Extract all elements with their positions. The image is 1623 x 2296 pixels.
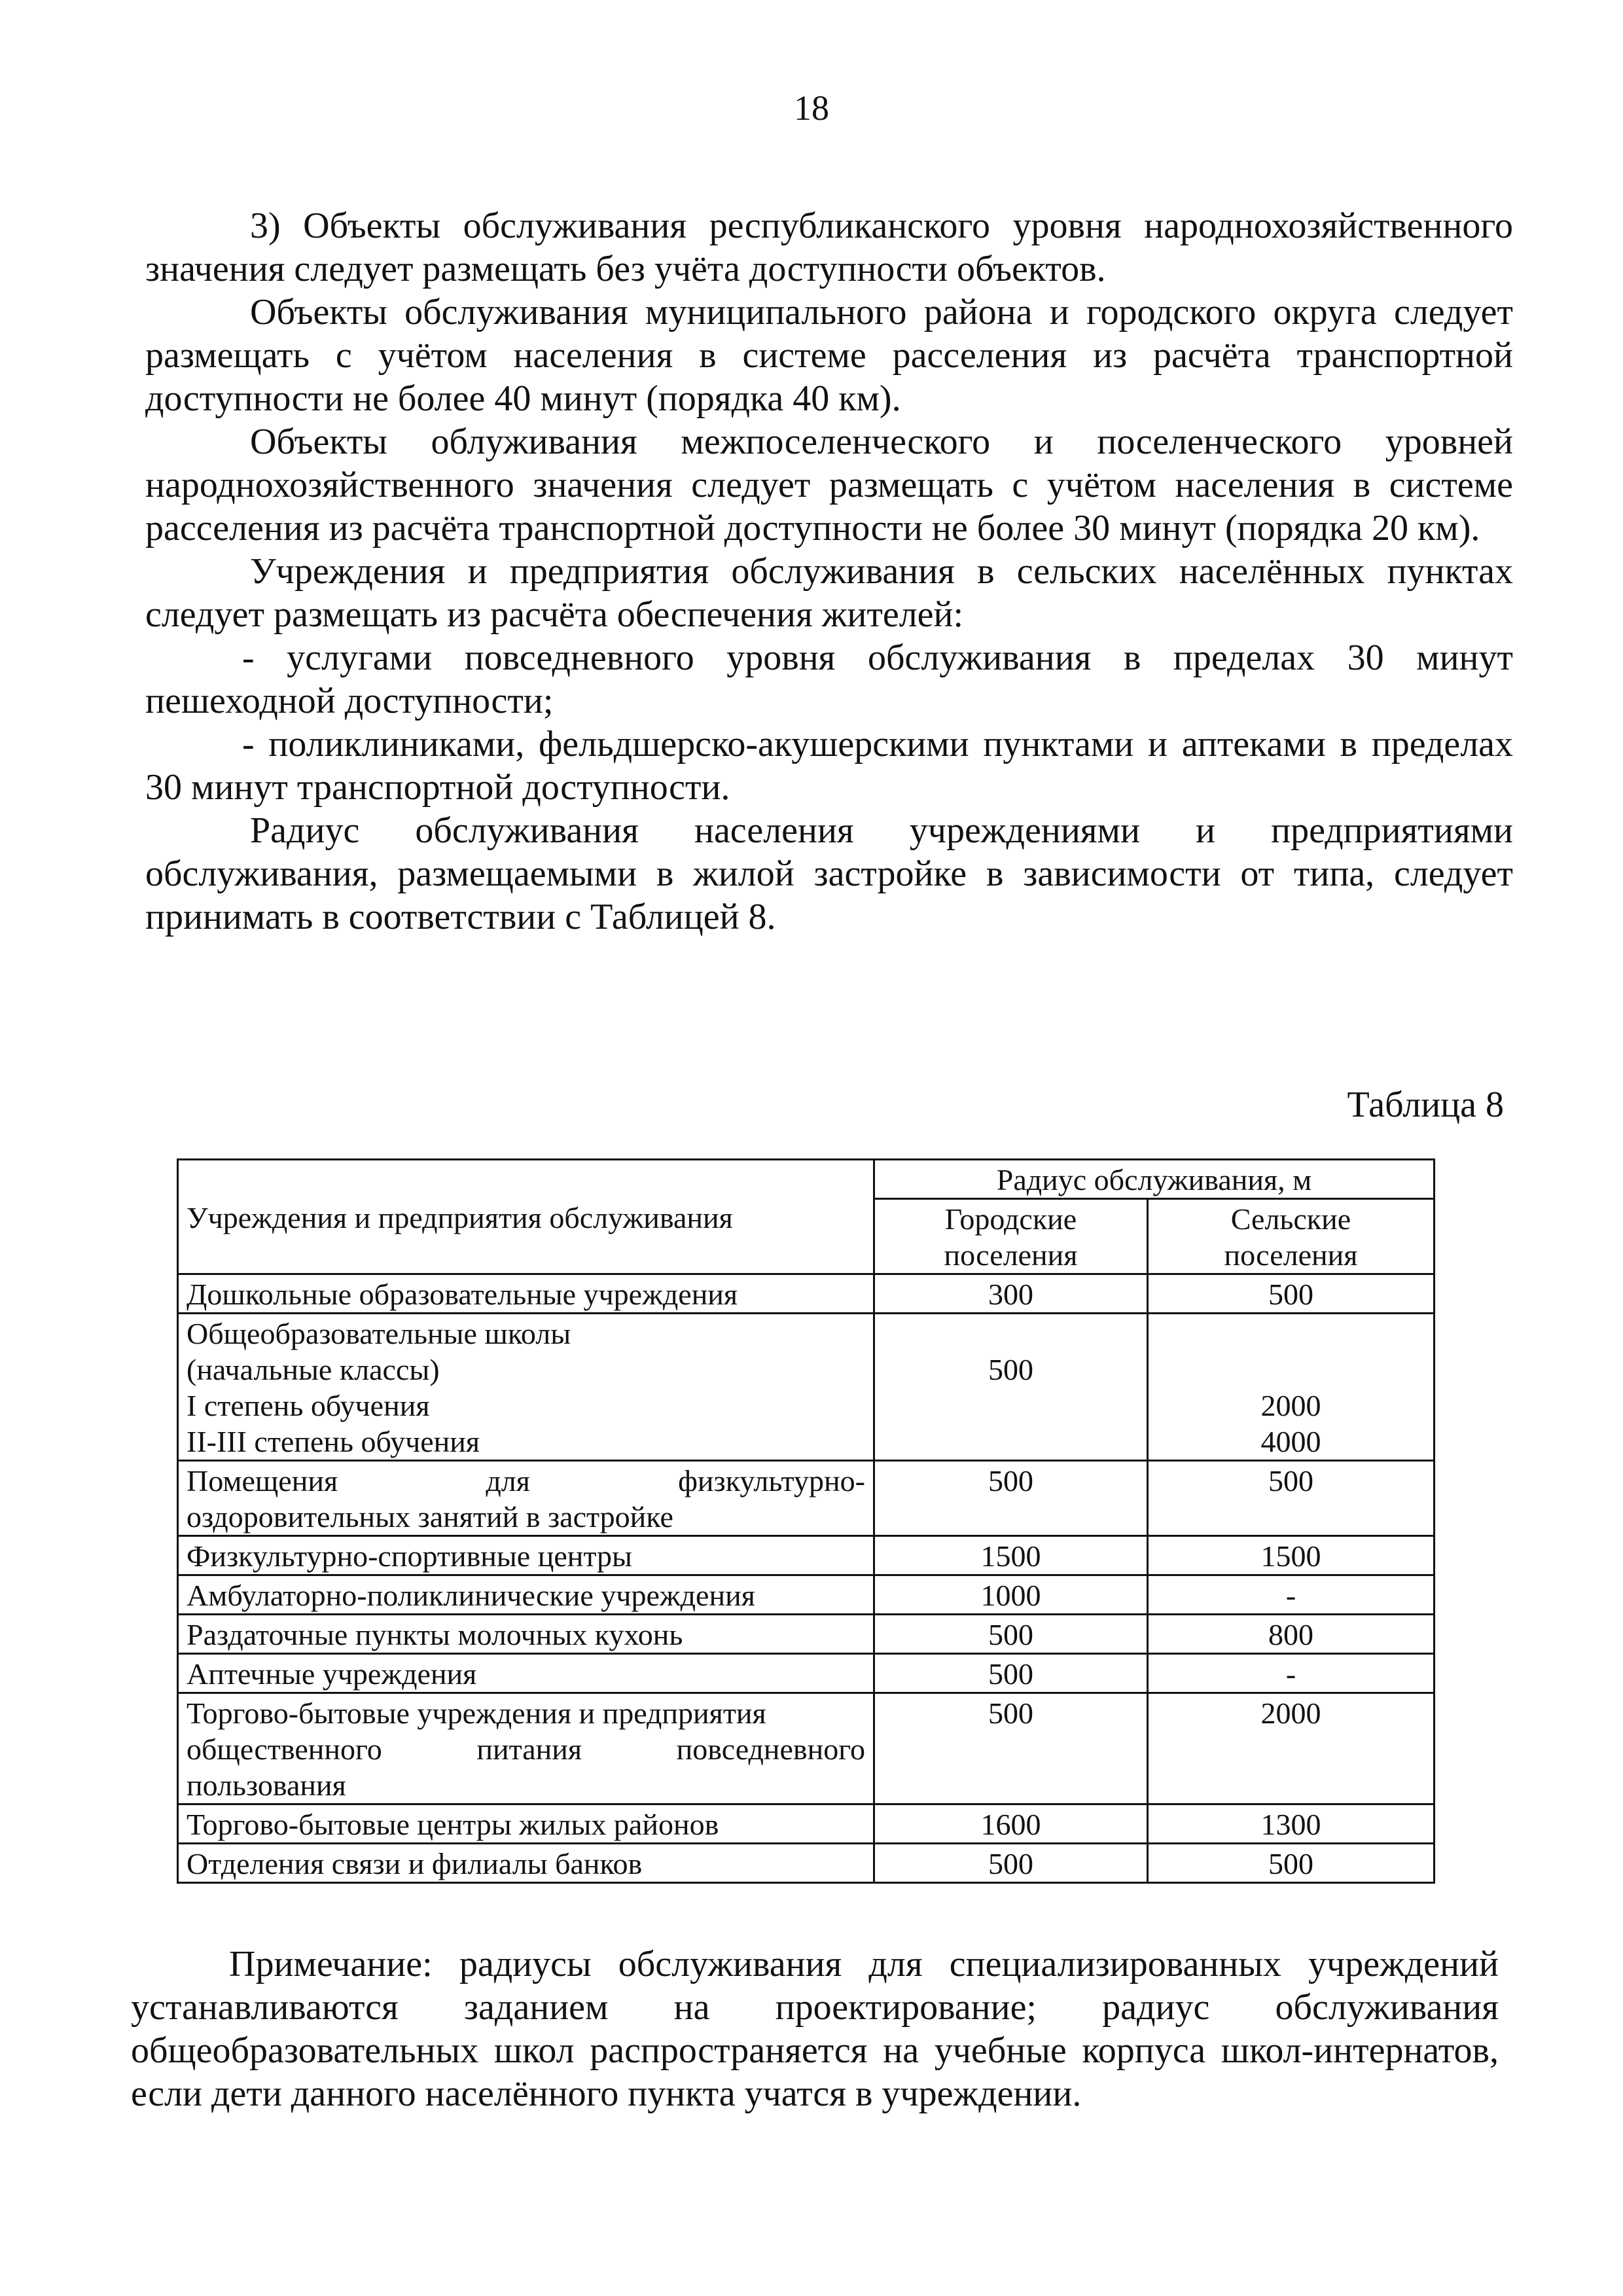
spacer-line [1156,1316,1425,1352]
row-rural-value: 1300 [1148,1804,1435,1844]
table-row [178,1693,1435,1804]
header-urban-line2: поселения [944,1238,1078,1272]
row-name [178,1693,874,1804]
row-rural-value: 1500 [1148,1536,1435,1575]
list-item-daily-services: - услугами повседневного уровня обслуживания в пределах 30 минут пешеходной доступности; [145,637,1513,721]
body-text [145,204,1513,939]
row-name-line: Общеобразовательные школы [187,1317,571,1350]
paragraph-intersettlement-objects: Объекты облуживания межпоселенческого и поселенческого уровней народнохозяйственного значения следует размещать с учётом населения в системе расселения из расчёта транспортной доступности не более 30 минут (порядка 20 км). [145,422,1513,548]
header-urban [874,1199,1148,1274]
table-row [178,1844,1435,1883]
row-name: Физкультурно-спортивные центры [178,1536,874,1575]
header-institutions: Учреждения и предприятия обслуживания [178,1160,874,1274]
paragraph-municipal-objects: Объекты обслуживания муниципального района и городского округа следует размещать с учётом населения в системе расселения из расчёта транспортной доступности не более 40 минут (порядка 40 км). [145,292,1513,419]
row-rural-value: 500 [1148,1461,1435,1536]
header-rural [1148,1199,1435,1274]
table-row [178,1615,1435,1654]
table-row [178,1461,1435,1536]
paragraph-service-radius: Радиус обслуживания населения учреждениями и предприятиями обслуживания, размещаемыми в жилой застройке в зависимости от типа, следует принимать в соответствии с Таблицей 8. [145,810,1513,937]
row-rural-value: - [1148,1575,1435,1615]
header-service-radius: Радиус обслуживания, м [874,1160,1435,1199]
table-row [178,1536,1435,1575]
table-header-row [178,1160,1435,1199]
page-number: 18 [794,88,829,128]
row-urban-line: 500 [988,1353,1033,1386]
row-name-line: (начальные классы) [187,1353,440,1386]
row-rural-line: 2000 [1260,1389,1321,1422]
row-urban-value: 500 [874,1654,1148,1693]
header-rural-line1: Сельские [1230,1202,1351,1236]
table-row [178,1274,1435,1314]
paragraph-rural-institutions: Учреждения и предприятия обслуживания в сельских населённых пунктах следует размещать из расчёта обеспечения жителей: [145,551,1513,635]
row-rural-value [1148,1314,1435,1461]
service-radius-table [177,1158,1435,1884]
row-rural-value: 500 [1148,1274,1435,1314]
row-urban-value: 500 [874,1615,1148,1654]
spacer-line [1156,1352,1425,1388]
header-urban-line1: Городские [944,1202,1077,1236]
row-name [178,1314,874,1461]
table-row [178,1804,1435,1844]
row-urban-value: 1600 [874,1804,1148,1844]
list-item-clinics: - поликлиниками, фельдшерско-акушерскими пунктами и аптеками в пределах 30 минут транспортной доступности. [145,724,1513,808]
table-row [178,1575,1435,1615]
header-rural-line2: поселения [1224,1238,1358,1272]
row-name: Амбулаторно-поликлинические учреждения [178,1575,874,1615]
row-name: Аптечные учреждения [178,1654,874,1693]
row-urban-value: 500 [874,1693,1148,1804]
row-urban-value [874,1314,1148,1461]
row-name-line: общественного питания повседневного [187,1732,865,1766]
row-rural-line: 4000 [1260,1425,1321,1458]
row-urban-value: 500 [874,1461,1148,1536]
row-rural-value: 500 [1148,1844,1435,1883]
row-rural-value: - [1148,1654,1435,1693]
row-name-line: Торгово-бытовые учреждения и предприятия [187,1696,766,1730]
row-urban-value: 1000 [874,1575,1148,1615]
row-rural-value: 2000 [1148,1693,1435,1804]
row-name-line: Помещения для физкультурно- [187,1464,865,1498]
row-urban-value: 500 [874,1844,1148,1883]
table-caption: Таблица 8 [1347,1085,1504,1125]
row-urban-value: 300 [874,1274,1148,1314]
row-name-line: оздоровительных занятий в застройке [187,1500,673,1534]
row-name-line: I степень обучения [187,1389,430,1422]
row-name: Раздаточные пункты молочных кухонь [178,1615,874,1654]
table-note [131,1943,1499,2115]
row-name: Отделения связи и филиалы банков [178,1844,874,1883]
spacer-line [883,1316,1139,1352]
row-name: Торгово-бытовые центры жилых районов [178,1804,874,1844]
note-paragraph: Примечание: радиусы обслуживания для специализированных учреждений устанавливаются заданием на проектирование; радиус обслуживания общеобразовательных школ распространяется на учебные корпуса школ-интернатов, если дети данного населённого пункта учатся в учреждении. [131,1944,1499,2114]
row-rural-value: 800 [1148,1615,1435,1654]
paragraph-republican-objects: 3) Объекты обслуживания республиканского уровня народнохозяйственного значения следует размещать без учёта доступности объектов. [145,206,1513,289]
table-row [178,1654,1435,1693]
table-row [178,1314,1435,1461]
row-name: Дошкольные образовательные учреждения [178,1274,874,1314]
row-urban-value: 1500 [874,1536,1148,1575]
row-name [178,1461,874,1536]
row-name-line: II-III степень обучения [187,1425,480,1458]
row-name-line: пользования [187,1768,346,1802]
